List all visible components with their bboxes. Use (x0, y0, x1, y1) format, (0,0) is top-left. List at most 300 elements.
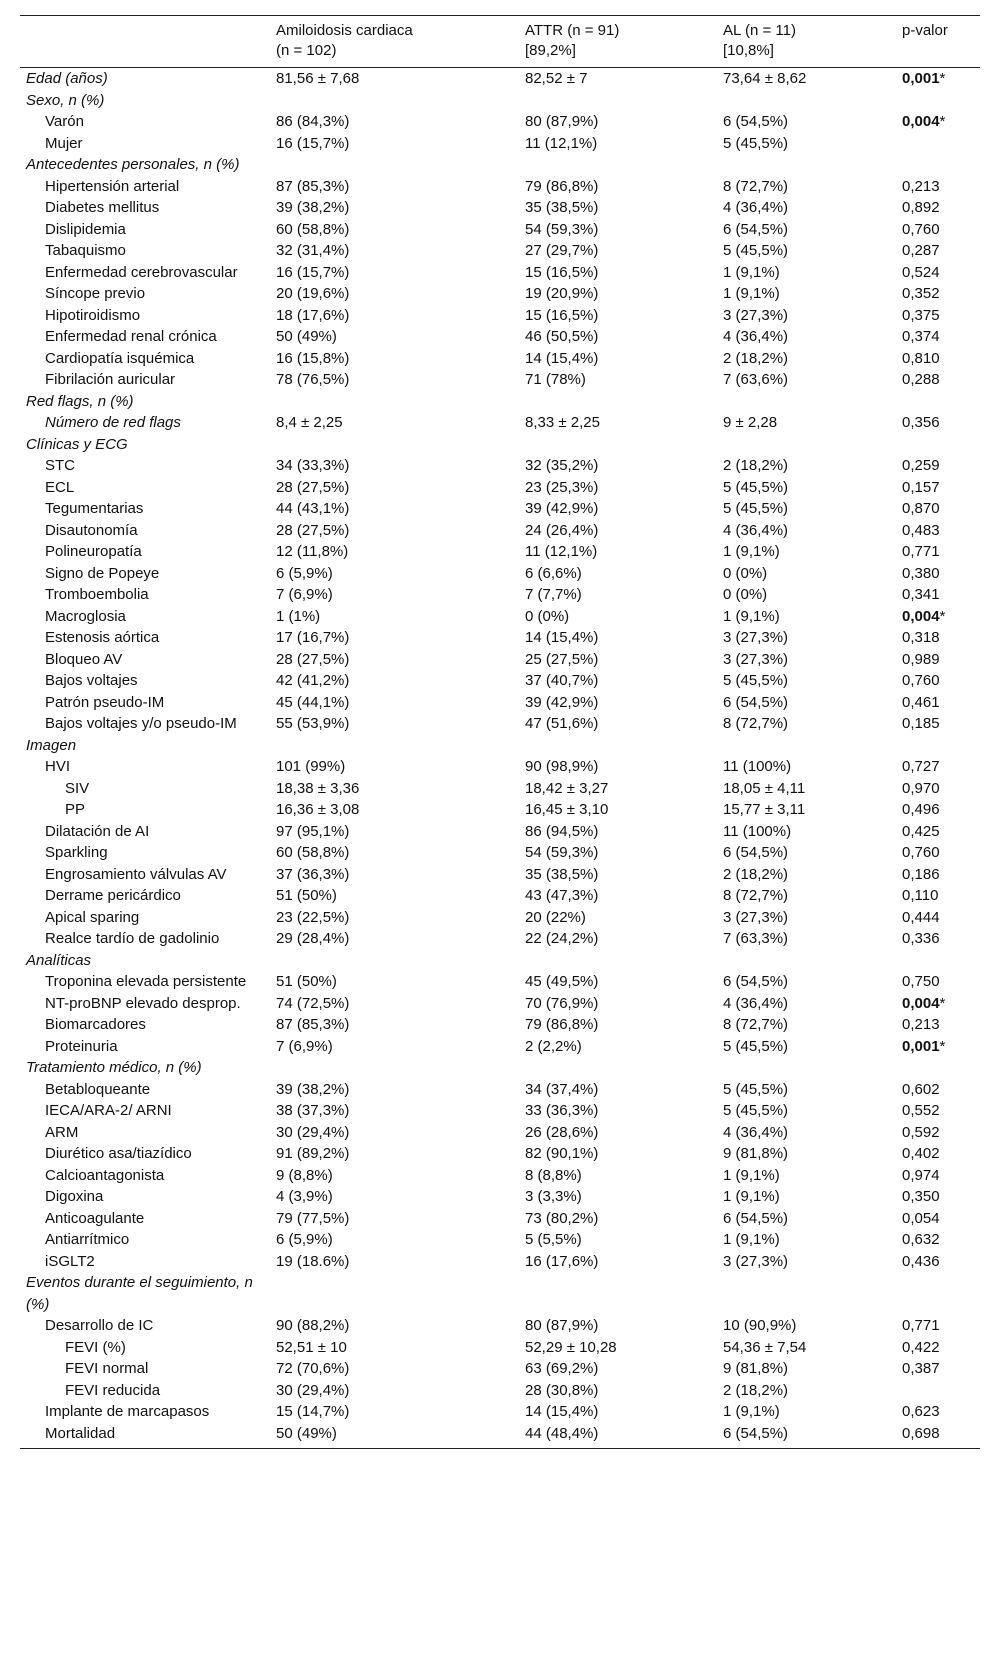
al-value: 2 (18,2%) (723, 1381, 789, 1399)
amiloidosis-value: 12 (11,8%) (276, 543, 349, 560)
amiloidosis-value: 18,38 ± 3,36 (276, 779, 360, 797)
attr-value (525, 950, 723, 972)
table-row (20, 1251, 980, 1273)
attr-value: 18,42 ± 3,27 (525, 779, 609, 797)
attr-value: 35 (38,5%) (525, 865, 599, 883)
al-value: 3 (27,3%) (723, 629, 789, 646)
significance-asterisk: * (939, 1037, 946, 1055)
amiloidosis-value: 50 (49%) (276, 328, 337, 345)
table-row (20, 713, 980, 735)
table-header-row (20, 16, 980, 68)
amiloidosis-value (276, 154, 525, 176)
row-label: Eventos durante el seguimiento, n (%) (26, 1274, 257, 1313)
p-value: 0,771 (902, 543, 940, 560)
attr-value: 15 (16,5%) (525, 263, 599, 281)
table-row (20, 1100, 980, 1122)
al-value (723, 391, 902, 413)
al-value: 11 (100%) (723, 758, 792, 775)
table-row (20, 326, 980, 348)
p-value (902, 133, 980, 155)
table-row (20, 1014, 980, 1036)
attr-value: 0 (0%) (525, 607, 570, 625)
p-value: 0,760 (902, 672, 940, 689)
amiloidosis-value (276, 434, 525, 456)
p-value (902, 1380, 980, 1402)
row-label: Hipertensión arterial (45, 177, 180, 195)
table-bottom-rule (20, 1448, 980, 1449)
table-row (20, 971, 980, 993)
amiloidosis-value: 72 (70,6%) (276, 1360, 350, 1377)
al-value: 3 (27,3%) (723, 908, 789, 926)
attr-value (525, 154, 723, 176)
row-label: Calcioantagonista (45, 1166, 165, 1184)
p-value: 0,352 (902, 285, 940, 302)
amiloidosis-value: 79 (77,5%) (276, 1209, 350, 1227)
row-label: Dislipidemia (45, 220, 126, 238)
amiloidosis-value: 28 (27,5%) (276, 478, 350, 496)
al-value: 2 (18,2%) (723, 349, 789, 367)
p-value: 0,632 (902, 1231, 940, 1248)
row-label: Polineuropatía (45, 543, 142, 560)
attr-value (525, 1057, 723, 1079)
attr-value: 39 (42,9%) (525, 500, 599, 517)
p-value: 0,870 (902, 500, 940, 517)
p-value: 0,727 (902, 758, 940, 775)
row-label: Derrame pericárdico (45, 887, 181, 904)
attr-value: 79 (86,8%) (525, 177, 599, 195)
row-label: Edad (años) (26, 70, 108, 87)
amiloidosis-value: 60 (58,8%) (276, 844, 350, 861)
amiloidosis-value: 90 (88,2%) (276, 1317, 350, 1334)
amiloidosis-value: 32 (31,4%) (276, 242, 350, 259)
p-value: 0,213 (902, 1016, 940, 1033)
al-value: 8 (72,7%) (723, 887, 789, 904)
row-label: Varón (45, 113, 84, 130)
row-label: Mortalidad (45, 1424, 116, 1442)
attr-value: 22 (24,2%) (525, 930, 599, 947)
al-value: 7 (63,3%) (723, 930, 789, 947)
al-value: 6 (54,5%) (723, 973, 789, 990)
al-value: 54,36 ± 7,54 (723, 1338, 807, 1356)
row-label: Estenosis aórtica (45, 629, 160, 646)
al-value: 5 (45,5%) (723, 478, 789, 496)
amiloidosis-value: 16 (15,8%) (276, 349, 350, 367)
row-label: Engrosamiento válvulas AV (45, 865, 227, 883)
p-value: 0,552 (902, 1102, 940, 1119)
attr-value: 23 (25,3%) (525, 478, 599, 496)
amiloidosis-value: 45 (44,1%) (276, 693, 350, 711)
al-value: 9 ± 2,28 (723, 414, 778, 431)
amiloidosis-value: 30 (29,4%) (276, 1381, 350, 1399)
p-value: 0,375 (902, 306, 940, 324)
p-value: 0,380 (902, 564, 940, 582)
significance-asterisk: * (939, 607, 946, 625)
attr-value: 82,52 ± 7 (525, 70, 588, 87)
row-label: Enfermedad renal crónica (45, 328, 217, 345)
p-value: 0,288 (902, 371, 940, 388)
al-value: 1 (9,1%) (723, 607, 780, 625)
attr-value: 52,29 ± 10,28 (525, 1338, 617, 1356)
p-value: 0,356 (902, 414, 940, 431)
al-value (723, 735, 902, 757)
row-label: Tegumentarias (45, 500, 144, 517)
attr-value (525, 735, 723, 757)
al-value (723, 434, 902, 456)
amiloidosis-value: 18 (17,6%) (276, 306, 350, 324)
table-row (20, 928, 980, 950)
amiloidosis-value: 8,4 ± 2,25 (276, 414, 343, 431)
header-amiloidosis-cardiaca: Amiloidosis cardiaca (n = 102) (276, 22, 413, 59)
row-label: Antecedentes personales, n (%) (26, 156, 240, 173)
attr-value: 16 (17,6%) (525, 1252, 599, 1270)
al-value: 3 (27,3%) (723, 306, 789, 324)
row-label: Analíticas (26, 951, 92, 969)
header-p-valor: p-valor (902, 22, 948, 39)
amiloidosis-value (276, 950, 525, 972)
attr-value: 3 (3,3%) (525, 1188, 582, 1205)
attr-value: 79 (86,8%) (525, 1016, 599, 1033)
row-label: PP (65, 801, 86, 818)
p-value: 0,771 (902, 1317, 940, 1334)
attr-value: 5 (5,5%) (525, 1231, 582, 1248)
p-value (902, 735, 980, 757)
amiloidosis-value (276, 1272, 525, 1315)
row-label: Realce tardío de gadolinio (45, 930, 220, 947)
row-label: HVI (45, 758, 71, 775)
p-value (902, 1057, 980, 1079)
attr-value: 8 (8,8%) (525, 1166, 582, 1184)
row-label: Hipotiroidismo (45, 306, 141, 324)
section-header-row (20, 154, 980, 176)
attr-value: 19 (20,9%) (525, 285, 599, 302)
row-label: ECL (45, 478, 75, 496)
attr-value: 33 (36,3%) (525, 1102, 599, 1119)
amiloidosis-value: 16 (15,7%) (276, 134, 350, 152)
row-label: Troponina elevada persistente (45, 973, 247, 990)
attr-value: 7 (7,7%) (525, 586, 582, 603)
amiloidosis-value: 29 (28,4%) (276, 930, 350, 947)
p-value (902, 391, 980, 413)
attr-value (525, 434, 723, 456)
table-row (20, 455, 980, 477)
attr-value: 63 (69,2%) (525, 1360, 599, 1377)
attr-value: 32 (35,2%) (525, 457, 599, 474)
row-label: Número de red flags (45, 414, 181, 431)
attr-value: 39 (42,9%) (525, 693, 599, 711)
p-value: 0,698 (902, 1424, 940, 1442)
attr-value: 70 (76,9%) (525, 994, 599, 1012)
attr-value: 11 (12,1%) (525, 134, 598, 152)
attr-value: 11 (12,1%) (525, 543, 598, 560)
al-value: 3 (27,3%) (723, 1252, 789, 1270)
p-value: 0,001* (902, 70, 946, 87)
amiloidosis-value: 28 (27,5%) (276, 521, 350, 539)
table-row (20, 176, 980, 198)
p-value: 0,422 (902, 1338, 940, 1356)
p-value: 0,054 (902, 1209, 940, 1227)
row-label: Sexo, n (%) (26, 91, 105, 109)
table-row (20, 133, 980, 155)
p-value: 0,287 (902, 242, 940, 259)
al-value: 2 (18,2%) (723, 457, 789, 474)
p-value: 0,461 (902, 693, 940, 711)
p-value: 0,483 (902, 521, 940, 539)
al-value: 2 (18,2%) (723, 865, 789, 883)
al-value: 1 (9,1%) (723, 1403, 780, 1420)
table-row (20, 219, 980, 241)
amiloidosis-value: 39 (38,2%) (276, 199, 350, 216)
row-label: STC (45, 457, 75, 474)
al-value: 5 (45,5%) (723, 134, 789, 152)
row-label: Signo de Popeye (45, 564, 160, 582)
p-value: 0,524 (902, 263, 940, 281)
attr-value: 43 (47,3%) (525, 887, 599, 904)
row-label: Disautonomía (45, 521, 138, 539)
attr-value: 35 (38,5%) (525, 199, 599, 216)
al-value: 6 (54,5%) (723, 1209, 789, 1227)
table-row (20, 584, 980, 606)
table-row (20, 692, 980, 714)
table-row (20, 907, 980, 929)
p-value: 0,970 (902, 779, 940, 797)
al-value: 5 (45,5%) (723, 1080, 789, 1098)
amiloidosis-value: 4 (3,9%) (276, 1188, 333, 1205)
amiloidosis-value: 7 (6,9%) (276, 586, 333, 603)
row-label: Clínicas y ECG (26, 435, 128, 453)
row-label: Imagen (26, 736, 77, 754)
table-row (20, 541, 980, 563)
attr-value: 71 (78%) (525, 371, 586, 388)
table-row (20, 864, 980, 886)
p-value (902, 950, 980, 972)
p-value: 0,425 (902, 822, 940, 840)
table-row (20, 197, 980, 219)
al-value: 1 (9,1%) (723, 1231, 780, 1248)
al-value: 1 (9,1%) (723, 543, 780, 560)
table-row (20, 885, 980, 907)
amiloidosis-value: 30 (29,4%) (276, 1123, 350, 1141)
table-row (20, 1358, 980, 1380)
p-value: 0,623 (902, 1403, 940, 1420)
al-value (723, 154, 902, 176)
amiloidosis-value: 91 (89,2%) (276, 1145, 350, 1162)
section-header-row (20, 1057, 980, 1079)
al-value: 7 (63,6%) (723, 371, 789, 388)
attr-value: 46 (50,5%) (525, 328, 599, 345)
p-value: 0,989 (902, 650, 940, 668)
table-row (20, 1143, 980, 1165)
row-label: IECA/ARA-2/ ARNI (45, 1102, 172, 1119)
attr-value: 16,45 ± 3,10 (525, 801, 609, 818)
p-value: 0,157 (902, 478, 940, 496)
al-value: 9 (81,8%) (723, 1145, 789, 1162)
table-row (20, 670, 980, 692)
section-header-row (20, 90, 980, 112)
section-header-row (20, 950, 980, 972)
attr-value: 45 (49,5%) (525, 973, 599, 990)
table-row (20, 1423, 980, 1445)
attr-value: 14 (15,4%) (525, 1403, 599, 1420)
table-row (20, 412, 980, 434)
al-value: 18,05 ± 4,11 (723, 779, 806, 797)
amiloidosis-value: 16 (15,7%) (276, 263, 350, 281)
p-value: 0,004* (902, 994, 946, 1012)
table-row (20, 477, 980, 499)
table-row (20, 778, 980, 800)
amiloidosis-value: 86 (84,3%) (276, 113, 350, 130)
amiloidosis-value: 39 (38,2%) (276, 1080, 350, 1098)
p-value: 0,213 (902, 177, 940, 195)
section-header-row (20, 434, 980, 456)
p-value: 0,974 (902, 1166, 940, 1184)
table-body (20, 68, 980, 1444)
row-label: Mujer (45, 134, 83, 152)
p-value: 0,387 (902, 1360, 940, 1377)
al-value: 6 (54,5%) (723, 1424, 789, 1442)
table-row (20, 262, 980, 284)
table-row (20, 1122, 980, 1144)
row-label: Dilatación de AI (45, 822, 150, 840)
row-label: FEVI reducida (65, 1381, 161, 1399)
amiloidosis-value: 60 (58,8%) (276, 220, 350, 238)
attr-value: 80 (87,9%) (525, 113, 599, 130)
al-value: 6 (54,5%) (723, 693, 789, 711)
row-label: Antiarrítmico (45, 1231, 130, 1248)
amiloidosis-value: 42 (41,2%) (276, 672, 350, 689)
table-row (20, 627, 980, 649)
row-label: SIV (65, 779, 90, 797)
p-value (902, 154, 980, 176)
al-value (723, 1272, 902, 1315)
p-value: 0,001* (902, 1037, 946, 1055)
amiloidosis-value (276, 1057, 525, 1079)
p-value: 0,750 (902, 973, 940, 990)
amiloidosis-value: 78 (76,5%) (276, 371, 350, 388)
al-value: 4 (36,4%) (723, 521, 789, 539)
table-row (20, 606, 980, 628)
amiloidosis-value: 87 (85,3%) (276, 177, 350, 195)
al-value: 4 (36,4%) (723, 199, 789, 216)
attr-value: 82 (90,1%) (525, 1145, 599, 1162)
row-label: Diabetes mellitus (45, 199, 160, 216)
characteristics-table (20, 15, 980, 1449)
row-label: Cardiopatía isquémica (45, 349, 195, 367)
attr-value: 37 (40,7%) (525, 672, 599, 689)
attr-value: 6 (6,6%) (525, 564, 582, 582)
row-label: Bloqueo AV (45, 650, 123, 668)
attr-value: 90 (98,9%) (525, 758, 599, 775)
header-empty-cell (20, 21, 276, 61)
row-label: Implante de marcapasos (45, 1403, 210, 1420)
attr-value: 80 (87,9%) (525, 1317, 599, 1334)
table-row (20, 1229, 980, 1251)
attr-value: 73 (80,2%) (525, 1209, 599, 1227)
table-row (20, 842, 980, 864)
p-value: 0,374 (902, 328, 940, 345)
al-value: 4 (36,4%) (723, 1123, 789, 1141)
amiloidosis-value: 51 (50%) (276, 887, 337, 904)
attr-value (525, 90, 723, 112)
row-label: FEVI normal (65, 1360, 149, 1377)
row-label: Sparkling (45, 844, 108, 861)
al-value: 5 (45,5%) (723, 672, 789, 689)
amiloidosis-value: 38 (37,3%) (276, 1102, 350, 1119)
amiloidosis-value: 7 (6,9%) (276, 1037, 333, 1055)
row-label: iSGLT2 (45, 1252, 95, 1270)
attr-value: 20 (22%) (525, 908, 586, 926)
amiloidosis-value (276, 735, 525, 757)
al-value: 1 (9,1%) (723, 1188, 780, 1205)
row-label: Bajos voltajes (45, 672, 138, 689)
row-label: Síncope previo (45, 285, 146, 302)
attr-value: 14 (15,4%) (525, 349, 599, 367)
attr-value: 2 (2,2%) (525, 1037, 582, 1055)
al-value: 1 (9,1%) (723, 263, 780, 281)
row-label: Patrón pseudo-IM (45, 693, 165, 711)
row-label: Anticoagulante (45, 1209, 145, 1227)
al-value: 5 (45,5%) (723, 1037, 789, 1055)
amiloidosis-value: 74 (72,5%) (276, 994, 350, 1012)
table-row (20, 1315, 980, 1337)
al-value: 5 (45,5%) (723, 1102, 789, 1119)
row-label: Macroglosia (45, 607, 126, 625)
table-row (20, 111, 980, 133)
amiloidosis-value: 52,51 ± 10 (276, 1338, 347, 1356)
al-value: 73,64 ± 8,62 (723, 70, 807, 87)
table-row (20, 240, 980, 262)
table-row (20, 1401, 980, 1423)
amiloidosis-value: 23 (22,5%) (276, 908, 350, 926)
row-label: FEVI (%) (65, 1338, 126, 1356)
al-value: 6 (54,5%) (723, 844, 789, 861)
p-value: 0,336 (902, 930, 940, 947)
amiloidosis-value (276, 90, 525, 112)
row-label: Red flags, n (%) (26, 392, 134, 410)
row-label: Bajos voltajes y/o pseudo-IM (45, 715, 237, 732)
row-label: Desarrollo de IC (45, 1317, 154, 1334)
table-row (20, 1036, 980, 1058)
al-value: 9 (81,8%) (723, 1360, 789, 1377)
p-value (902, 90, 980, 112)
table-row (20, 649, 980, 671)
row-label: Tabaquismo (45, 242, 126, 259)
header-al: AL (n = 11) [10,8%] (723, 22, 796, 59)
p-value: 0,185 (902, 715, 940, 732)
amiloidosis-value: 55 (53,9%) (276, 715, 350, 732)
p-value: 0,318 (902, 629, 940, 646)
section-header-row (20, 1272, 980, 1315)
al-value: 10 (90,9%) (723, 1317, 797, 1334)
attr-value: 54 (59,3%) (525, 844, 599, 861)
amiloidosis-value: 9 (8,8%) (276, 1166, 333, 1184)
amiloidosis-value: 19 (18.6%) (276, 1252, 350, 1270)
al-value: 0 (0%) (723, 564, 768, 582)
attr-value: 15 (16,5%) (525, 306, 599, 324)
amiloidosis-value: 17 (16,7%) (276, 629, 350, 646)
attr-value: 14 (15,4%) (525, 629, 599, 646)
amiloidosis-value: 50 (49%) (276, 1424, 337, 1442)
row-label: Proteinuria (45, 1037, 118, 1055)
attr-value: 27 (29,7%) (525, 242, 599, 259)
al-value: 4 (36,4%) (723, 994, 789, 1012)
significance-asterisk: * (939, 70, 946, 87)
amiloidosis-value: 81,56 ± 7,68 (276, 70, 360, 87)
p-value: 0,402 (902, 1145, 940, 1162)
row-label: Enfermedad cerebrovascular (45, 263, 238, 281)
attr-value (525, 1272, 723, 1315)
attr-value: 28 (30,8%) (525, 1381, 599, 1399)
p-value: 0,436 (902, 1252, 940, 1270)
